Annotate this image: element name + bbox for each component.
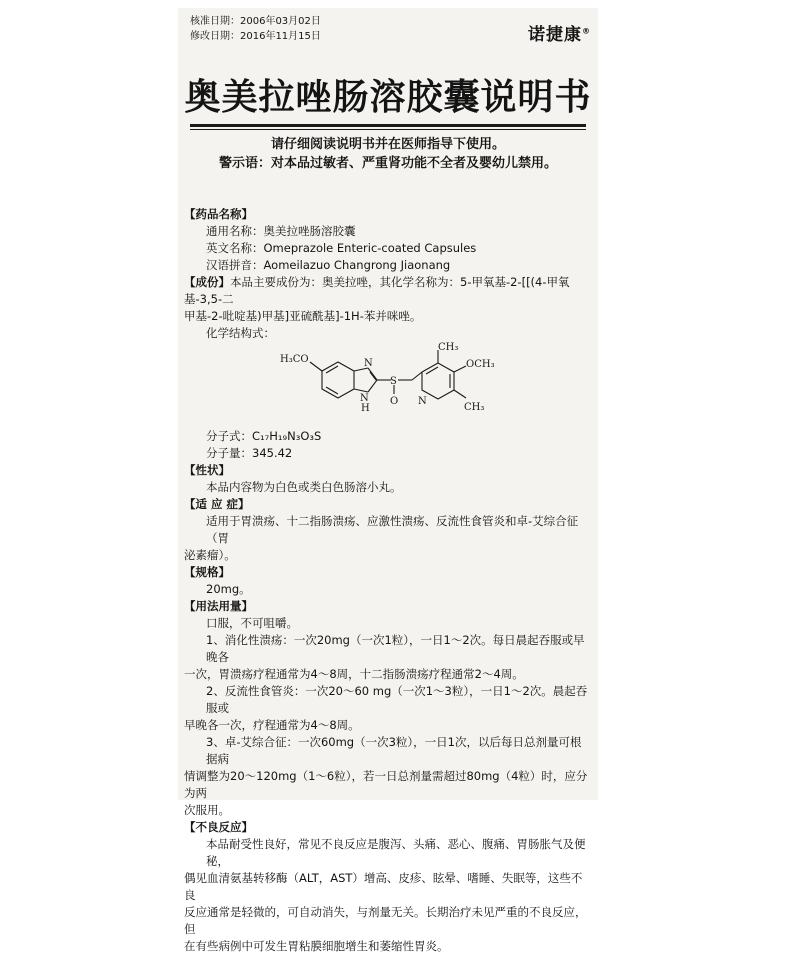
pyridine-n-label: N [418,396,427,407]
section-heading-indications: 【适 应 症】 [184,497,250,511]
dosage-item-1-line-2: 一次，胃溃疡疗程通常为4～8周，十二指肠溃疡疗程通常2～4周。 [184,667,524,681]
indications-line-1: 适用于胃溃疡、十二指肠溃疡、应激性溃疡、反流性食管炎和卓-艾综合征（胃 [206,514,579,545]
methoxy-label-pyridine: OCH₃ [466,359,495,370]
title-rule-thin [190,129,586,130]
registered-mark: ® [582,26,591,36]
spec-text: 20mg。 [206,582,251,596]
dosage-item-1-line-1: 1、消化性溃疡：一次20mg（一次1粒），一日1～2次。每日晨起吞服或早晚各 [206,633,585,664]
read-notice: 请仔细阅读说明书并在医师指导下使用。 [270,137,505,152]
imidazole-h-label: H [361,403,370,414]
section-heading-spec: 【规格】 [184,565,230,579]
benzene-double-bond [326,387,338,394]
imidazole-nh-label: N [360,393,369,404]
approval-date: 核准日期：2006年03月02日 [190,16,321,27]
warning-notice: 警示语：对本品过敏者、严重肾功能不全者及婴幼儿禁用。 [218,156,557,171]
title-rule-thick [190,124,586,127]
leaflet-content [184,206,592,955]
adverse-line-3: 反应通常是轻微的，可自动消失，与剂量无关。长期治疗未见严重的不良反应，但 [184,905,587,936]
dosage-item-3-line-2: 情调整为20～120mg（1～6粒），若一日总剂量需超过80mg（4粒）时，应分为两 [184,769,588,800]
adverse-line-1: 本品耐受性良好，常见不良反应是腹泻、头痛、恶心、腹痛、胃肠胀气及便秘， [206,837,586,868]
composition-line-1 [184,274,592,308]
dosage-intro: 口服，不可咀嚼。 [206,616,298,630]
molecular-formula: 分子式：C₁₇H₁₉N₃O₃S [206,429,322,443]
section-heading-character: 【性状】 [184,463,230,477]
brand-logo [528,20,591,45]
section-heading-dosage: 【用法用量】 [184,599,253,613]
composition-text: 本品主要成份为：奥美拉唑，其化学名称为：5-甲氧基-2-[[(4-甲氧基-3,5-二 [184,275,570,306]
english-name: 英文名称：Omeprazole Enteric-coated Capsules [206,241,477,255]
ch2-ring-bond [412,372,422,380]
imidazole-bond [354,389,368,392]
pinyin-name: 汉语拼音：Aomeilazuo Changrong Jiaonang [206,258,451,272]
dosage-item-2-line-2: 早晚各一次，疗程通常为4～8周。 [184,718,360,732]
section-heading-drug-name: 【药品名称】 [184,207,253,221]
imidazole-bond [368,368,377,380]
document-title: 奥美拉唑肠溶胶囊说明书 [184,77,592,118]
section-heading-adverse: 【不良反应】 [184,820,253,834]
methyl-label-top: CH₃ [438,342,459,353]
brand-name: 诺捷康 [528,25,582,45]
structure-label: 化学结构式： [206,326,275,340]
generic-name: 通用名称：奥美拉唑肠溶胶囊 [206,224,356,238]
pyridine-double-bond [426,367,438,374]
adverse-line-4: 在有些病例中可发生胃粘膜细胞增生和萎缩性胃炎。 [184,939,449,953]
methoxy-label: H₃CO [280,354,309,365]
methyl-bond [454,390,466,398]
methoxy-bond [454,366,466,372]
dosage-item-3-line-3: 次服用。 [184,803,230,817]
imidazole-n-label: N [364,358,373,369]
imidazole-bond [368,380,377,392]
date-block [190,14,321,44]
revision-date: 修改日期：2016年11月15日 [190,31,321,42]
structure-diagram [280,342,510,428]
molecular-weight: 分子量：345.42 [206,446,293,460]
chemical-structure [184,342,592,428]
pyridine-ring [422,363,454,399]
adverse-line-2: 偶见血清氨基转移酶（ALT，AST）增高、皮疹、眩晕、嗜睡、失眠等，这些不良 [184,871,583,902]
imidazole-double-bond [370,372,376,380]
benzene-double-bond [326,366,338,373]
character-text: 本品内容物为白色或类白色肠溶小丸。 [206,480,402,494]
indications-line-2: 泌素瘤）。 [184,548,236,562]
benzene-ring [322,362,354,398]
section-heading-composition: 【成份】 [184,275,230,289]
sulfur-label: S [390,376,397,387]
dosage-item-3-line-1: 3、卓-艾综合征：一次60mg（一次3粒），一日1次，以后每日总剂量可根据病 [206,735,582,766]
dosage-item-2-line-1: 2、反流性食管炎：一次20～60 mg（一次1～3粒），一日1～2次。晨起吞服或 [206,684,588,715]
methoxy-bond [310,362,322,371]
methyl-label-bottom: CH₃ [464,402,485,413]
composition-line-2: 甲基-2-吡啶基)甲基]亚硫酰基]-1H-苯并咪唑。 [184,309,422,323]
oxygen-label: O [390,396,399,407]
